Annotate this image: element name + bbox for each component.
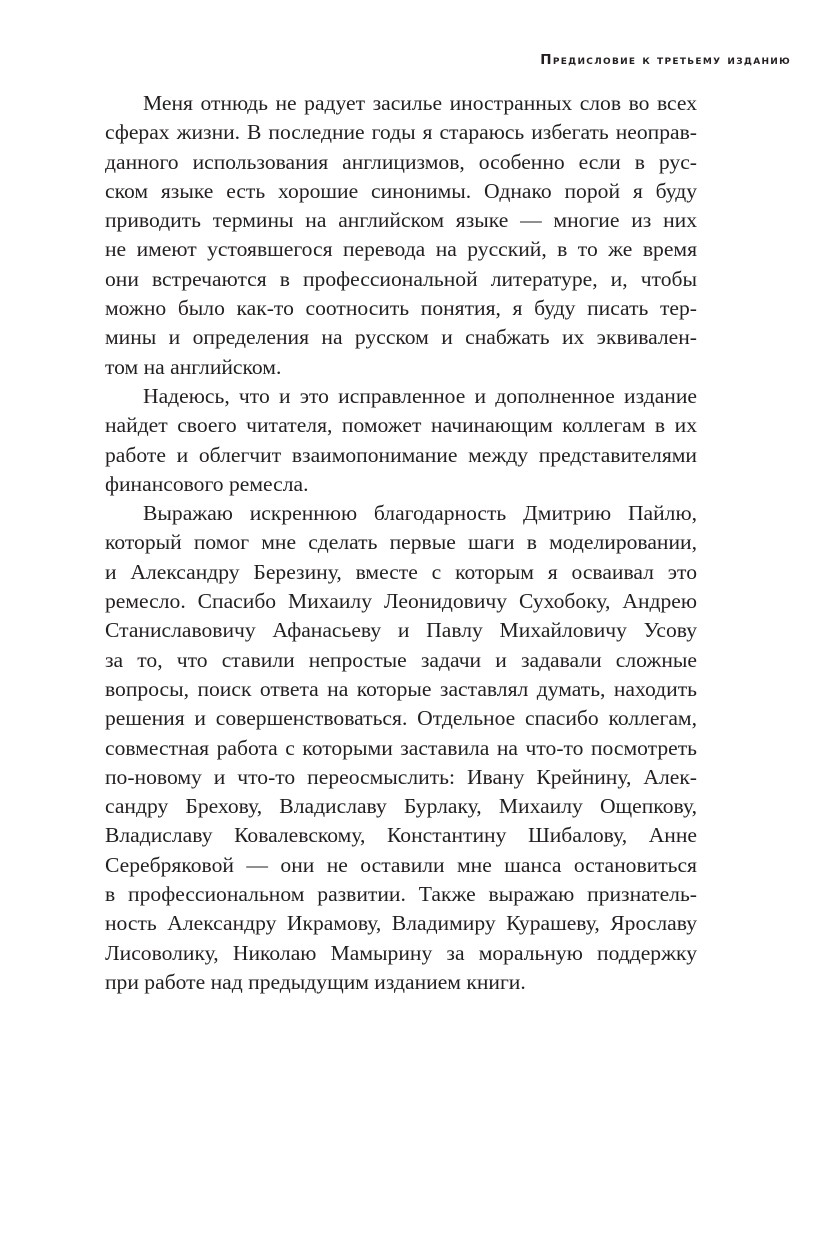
text-line: совместная работа с которыми заставила на что-то посмотреть <box>105 735 697 760</box>
text-line: по-новому и что-то переосмыслить: Ивану Крейнину, Алек- <box>105 764 697 789</box>
text-line: вопросы, поиск ответа на которые заставлял думать, находить <box>105 676 697 701</box>
text-line: не имеют устоявшегося перевода на русский, в то же время <box>105 237 697 262</box>
text-line: ность Александру Икрамову, Владимиру Курашеву, Ярославу <box>105 911 697 936</box>
paragraph <box>105 382 697 499</box>
paragraph <box>105 89 697 382</box>
text-line: Серебряковой — они не оставили мне шанса остановиться <box>105 852 697 877</box>
text-line: приводить термины на английском языке — многие из них <box>105 208 697 233</box>
text-line: мины и определения на русском и снабжать их эквивален- <box>105 325 697 350</box>
text-line: найдет своего читателя, поможет начинающим коллегам в их <box>105 413 697 438</box>
text-line: работе и облегчит взаимопонимание между представителями <box>105 442 697 467</box>
text-line: Выражаю искреннюю благодарность Дмитрию Пайлю, <box>143 501 697 526</box>
text-line: они встречаются в профессиональной литературе, и, чтобы <box>105 266 697 291</box>
text-line: данного использования англицизмов, особенно если в рус- <box>105 149 697 174</box>
text-line: который помог мне сделать первые шаги в моделировании, <box>105 530 697 555</box>
text-line: Станиславовичу Афанасьеву и Павлу Михайловичу Усову <box>105 618 697 643</box>
text-line: ремесло. Спасибо Михаилу Леонидовичу Сухобоку, Андрею <box>105 589 697 614</box>
text-line: за то, что ставили непростые задачи и задавали сложные <box>105 647 697 672</box>
text-line: Меня отнюдь не радует засилье иностранных слов во всех <box>143 91 697 115</box>
body-text <box>105 89 697 997</box>
text-line: сферах жизни. В последние годы я стараюсь избегать неоправ- <box>105 120 697 145</box>
text-line: можно было как-то соотносить понятия, я буду писать тер- <box>105 296 697 321</box>
text-line: финансового ремесла. <box>105 471 309 496</box>
text-line: сандру Брехову, Владиславу Бурлаку, Михаилу Ощепкову, <box>105 794 697 819</box>
text-line: при работе над предыдущим изданием книги. <box>105 969 526 994</box>
text-line: и Александру Березину, вместе с которым я осваивал это <box>105 559 697 584</box>
text-line: в профессиональном развитии. Также выражаю признатель- <box>105 882 697 907</box>
text-line: Владиславу Ковалевскому, Константину Шибалову, Анне <box>105 823 697 848</box>
text-line: Надеюсь, что и это исправленное и дополненное издание <box>143 383 697 408</box>
running-header: Предисловие к третьему изданию <box>540 52 791 68</box>
paragraph <box>105 499 697 997</box>
text-line: ском языке есть хорошие синонимы. Однако порой я буду <box>105 178 697 203</box>
text-line: решения и совершенствоваться. Отдельное спасибо коллегам, <box>105 706 697 731</box>
text-line: Лисоволику, Николаю Мамырину за моральную поддержку <box>105 940 697 965</box>
text-line: том на английском. <box>105 354 282 379</box>
